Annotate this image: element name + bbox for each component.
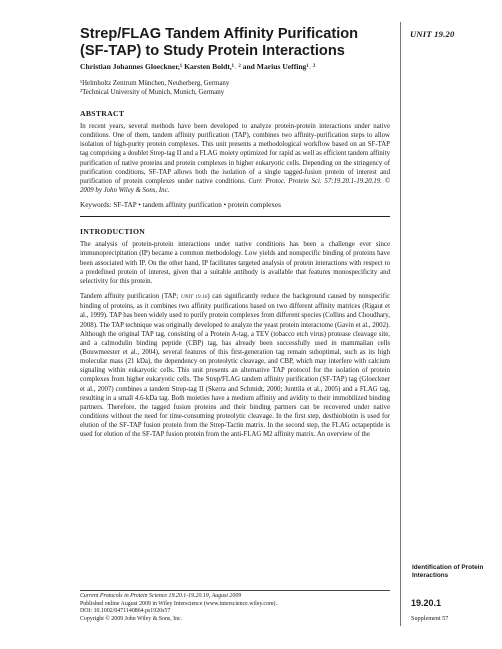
section-divider: [80, 216, 390, 217]
abstract-text: In recent years, several methods have been developed to analyze protein-protein interactions under native conditions. One of them, tandem affinity purification (TAP), combines two affinity-purification steps to allow isolation of high-purity protein complexes. This unit presents a methodological workflow based on an SF-TAP tag comprising a doublet Strep-tag II and a FLAG moiety optimized for rapid as well as efficient tandem affinity purification of native proteins and protein complexes in higher eukaryotic cells. Depending on the stringency of purification conditions, SF-TAP allows both the isolation of a single tagged-fusion protein of interest and purification of protein complexes under native conditions.: [80, 123, 390, 185]
footer-rule: [80, 590, 390, 591]
article-title: Strep/FLAG Tandem Affinity Purification (SF-TAP) to Study Protein Interactions: [80, 26, 359, 59]
section-side-label: Identification of Protein Interactions: [412, 564, 484, 579]
footer: [80, 593, 277, 623]
supplement-label: Supplement 57: [411, 615, 449, 622]
affiliation-1: ¹Helmholtz Zentrum München, Neuherberg, Germany: [80, 80, 230, 87]
author-list: Christian Johannes Gloeckner,¹ Karsten Boldt,¹˒ ² and Marius Ueffing¹˒ ²: [80, 62, 316, 71]
affiliation-2: ²Technical University of Munich, Munich, Germany: [80, 89, 225, 96]
intro-paragraph-2-rest: ) can significantly reduce the background caused by nonspecific binding of proteins, as it combines two affinity purifications based on two different affinity matrices (Rigaut et al., 1999). TAP has been widely used to purify protein complexes from different species (Collins and Choudhary, 2008). The TAP technique was originally developed to analyze the yeast protein interactome (Gavin et al., 2002). Although the original TAP tag, consisting of a Protein A-tag, a TEV (tobacco etch virus) protease cleavage site, and a calmodulin binding peptide (CBP) tag, has already been successfully used in mammalian cells (Bouwmeester et al., 2004), several features of this first-generation tag remain suboptimal, such as its high molecular mass (21 kDa), the dependency on proteolytic cleavage, and CBP, which may interfere with calcium signaling within eukaryotic cells. This unit presents an alternative TAP protocol for the isolation of protein complexes from higher eukaryotic cells. The Strep/FLAG tandem affinity purification (SF-TAP) tag (Gloeckner et al., 2007) combines a tandem Strep-tag II (Skerra and Schmidt, 2000; Junttila et al., 2005) and a FLAG tag, resulting in a small 4.6-kDa tag. Both moieties have a medium affinity and avidity to their immobilized binding partners. Therefore, the tagged fusion proteins and their binding partners can be recovered under native conditions without the need for time-consuming proteolytic cleavage. In the first step, desthiobiotin is used for elution of the SF-TAP fusion protein from the Strep-Tactin matrix. In the second step, the FLAG octapeptide is used for elution of the SF-TAP fusion protein from the anti-FLAG M2 affinity matrix. An overview of the: [80, 293, 391, 439]
citation-text: Curr. Protoc. Protein Sci. 57:19.20.1-19.20.19. © 2009 by John Wiley & Sons, Inc.: [80, 177, 390, 195]
intro-paragraph-1: The analysis of protein-protein interactions under native conditions has been a challenge ever since immunoprecipitation (IP) became a common methodology. Low yields and nonspecific binding of proteins have been associated with IP. On the other hand, IP facilitates targeted analysis of protein interactions with respect to a predefined protein of interest, given that a suitable antibody is available that features monospecificity and selectivity for this protein.: [80, 241, 390, 285]
abstract-heading: ABSTRACT: [80, 109, 125, 118]
abstract: [80, 122, 390, 195]
keywords: Keywords: SF-TAP • tandem affinity purification • protein complexes: [80, 201, 281, 210]
affiliations: [80, 79, 390, 97]
main-column: [80, 26, 390, 440]
intro-paragraph-2: [80, 292, 390, 440]
page-number: 19.20.1: [411, 598, 442, 608]
footer-published: Published online August 2009 in Wiley Interscience (www.interscience.wiley.com).: [80, 600, 277, 607]
intro-paragraph-2-start: Tandem affinity purification (TAP;: [80, 293, 181, 301]
footer-copyright: Copyright © 2009 John Wiley & Sons, Inc.: [80, 615, 183, 622]
footer-doi: DOI: 10.1002/0471140864.ps1920s57: [80, 608, 171, 614]
introduction-heading: INTRODUCTION: [80, 227, 146, 237]
margin-rule: [400, 22, 401, 626]
footer-journal: Current Protocols in Protein Science 19.20.1-19.20.19, August 2009: [80, 593, 242, 599]
unit-label: UNIT 19.20: [410, 29, 455, 39]
unit-cross-reference-link[interactable]: UNIT 19.16: [180, 294, 208, 301]
